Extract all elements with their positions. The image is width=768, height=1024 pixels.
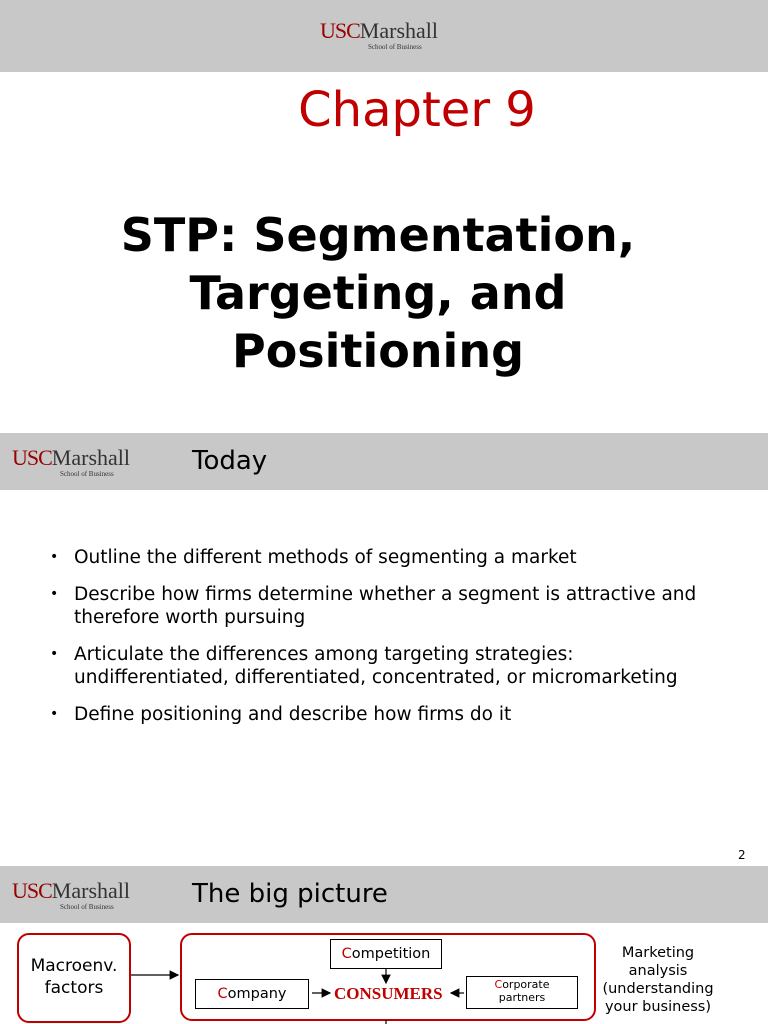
logo-subtitle: School of Business <box>60 903 114 911</box>
competition-initial: C <box>341 946 352 962</box>
logo-usc-text: USC <box>320 18 360 43</box>
logo-subtitle: School of Business <box>368 43 422 51</box>
list-item <box>50 643 730 689</box>
macro-factors-line: Macroenv. <box>30 956 118 976</box>
list-item <box>50 583 730 629</box>
logo-subtitle: School of Business <box>60 470 114 478</box>
note-line: analysis <box>628 963 688 979</box>
note-line: (understanding <box>602 981 714 997</box>
usc-marshall-logo <box>12 445 130 478</box>
competition-label: ompetition <box>351 946 431 962</box>
slide1-title-line: Targeting, and <box>189 266 567 320</box>
objectives-list <box>50 546 730 740</box>
slide1-title-line: Positioning <box>231 324 524 378</box>
company-label: ompany <box>227 986 287 1002</box>
bullet-icon: • <box>50 706 59 722</box>
usc-marshall-logo <box>12 878 130 911</box>
company-initial: C <box>217 986 228 1002</box>
slide1-title <box>0 206 756 380</box>
logo-usc-text: USC <box>12 878 52 903</box>
bullet-icon: • <box>50 646 59 662</box>
slide3-title: The big picture <box>192 879 388 909</box>
slide2-title: Today <box>192 446 268 476</box>
bullet-icon: • <box>50 586 59 602</box>
note-line: Marketing <box>621 945 695 961</box>
bullet-text: Describe how firms determine whether a segment is attractive and therefore worth pursuing <box>74 584 697 628</box>
logo-marshall-text: Marshall <box>51 445 130 470</box>
macro-factors-line: factors <box>44 978 104 998</box>
marketing-analysis-note <box>600 944 716 1016</box>
macro-factors-box <box>17 933 131 1023</box>
list-item <box>50 546 730 569</box>
competition-box <box>330 939 442 969</box>
slide1-title-line: STP: Segmentation, <box>120 208 636 262</box>
logo-marshall-text: Marshall <box>51 878 130 903</box>
partners-label: orporate <box>502 978 550 991</box>
chapter-heading: Chapter 9 <box>298 82 536 138</box>
consumers-label: CONSUMERS <box>334 984 443 1003</box>
bullet-text: Define positioning and describe how firms do it <box>74 704 512 725</box>
partners-label-line2: partners <box>498 991 546 1004</box>
logo-usc-text: USC <box>12 445 52 470</box>
note-line: your business) <box>604 999 712 1015</box>
partners-initial: C <box>494 978 503 991</box>
usc-marshall-logo <box>320 18 438 51</box>
logo-marshall-text: Marshall <box>359 18 438 43</box>
bullet-text: Articulate the differences among targeting strategies: undifferentiated, differentiated, concentrated, or micromarketing <box>74 644 678 688</box>
list-item <box>50 703 730 726</box>
page-number: 2 <box>738 848 746 862</box>
bullet-icon: • <box>50 549 59 565</box>
bullet-text: Outline the different methods of segmenting a market <box>74 547 577 568</box>
company-box <box>195 979 309 1009</box>
partners-box <box>466 976 578 1009</box>
